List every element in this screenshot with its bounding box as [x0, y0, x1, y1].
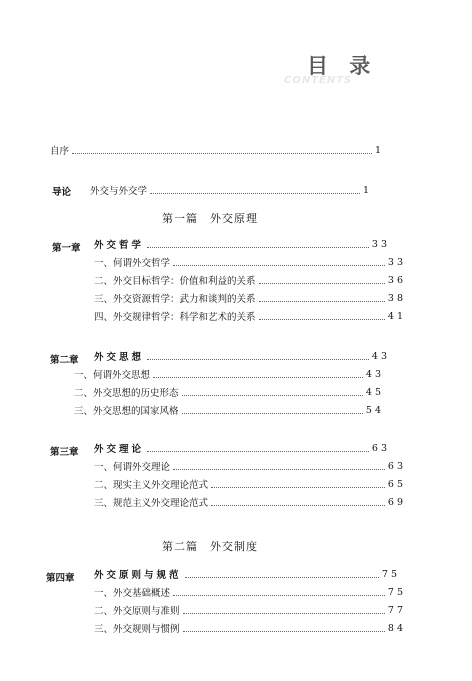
toc-page-number: 69: [387, 496, 406, 508]
toc-page-number: 65: [387, 478, 406, 490]
dot-leader: [183, 607, 385, 614]
toc-page-number: 36: [387, 274, 406, 286]
toc-page-number: 43: [365, 368, 384, 380]
dot-leader: [211, 481, 385, 488]
dot-leader: [259, 277, 385, 284]
toc-chapter-entry[interactable]: [94, 568, 400, 580]
toc-page-number: 75: [381, 568, 400, 580]
toc-entry-label: 二、外交思想的历史形态: [74, 388, 179, 399]
toc-chapter-entry[interactable]: [94, 350, 390, 362]
toc-page-number: 63: [387, 460, 406, 472]
toc-entry[interactable]: [94, 622, 406, 634]
toc-page-number: 43: [371, 350, 390, 362]
chapter-number: 第四章: [46, 573, 75, 584]
toc-entry[interactable]: [74, 368, 384, 380]
toc-entry-label: 三、外交规则与惯例: [94, 624, 180, 635]
part-heading: 第一篇 外交原理: [162, 212, 258, 225]
toc-entry-label: 二、外交目标哲学：价值和利益的关系: [94, 276, 256, 287]
dot-leader: [173, 259, 385, 266]
chapter-number: 第一章: [52, 243, 81, 254]
dot-leader: [211, 499, 385, 506]
toc-entry[interactable]: [74, 404, 384, 416]
toc-page-number: 41: [387, 310, 406, 322]
toc-entry-label: 三、外交资源哲学：武力和谈判的关系: [94, 294, 256, 305]
toc-chapter-title: 外交哲学: [94, 240, 145, 251]
page-title: 目 录: [307, 54, 378, 78]
toc-entry-preface[interactable]: [50, 144, 384, 156]
toc-page-number: 54: [365, 404, 384, 416]
toc-page-number: 33: [387, 256, 406, 268]
toc-entry-label: 二、现实主义外交理论范式: [94, 480, 209, 491]
toc-entry[interactable]: [94, 292, 406, 304]
chapter-number: 第三章: [50, 447, 79, 458]
dot-leader: [259, 295, 385, 302]
toc-page-number: 84: [387, 622, 406, 634]
toc-entry-label: 一、何谓外交思想: [74, 370, 151, 381]
toc-entry[interactable]: [94, 496, 406, 508]
dot-leader: [173, 589, 385, 596]
toc-entry-label: 三、外交思想的国家风格: [74, 406, 179, 417]
dot-leader: [182, 407, 363, 414]
dot-leader: [72, 147, 372, 154]
toc-page-number: 77: [387, 604, 406, 616]
dot-leader: [183, 625, 385, 632]
toc-chapter-entry[interactable]: [94, 238, 390, 250]
toc-entry-label: 一、何谓外交哲学: [94, 258, 171, 269]
toc-entry[interactable]: [94, 586, 406, 598]
dot-leader: [185, 571, 379, 578]
toc-entry-label: 一、外交基础概述: [94, 588, 171, 599]
toc-entry-label: 二、外交原则与准则: [94, 606, 180, 617]
toc-entry[interactable]: [94, 274, 406, 286]
dot-leader: [147, 353, 369, 360]
part-heading: 第二篇 外交制度: [162, 540, 258, 553]
toc-entry[interactable]: [94, 478, 406, 490]
dot-leader: [147, 241, 369, 248]
dot-leader: [182, 389, 363, 396]
dot-leader: [173, 463, 385, 470]
toc-page-number: 1: [362, 184, 372, 196]
toc-entry-label: 自序: [50, 146, 70, 157]
toc-entry[interactable]: [94, 604, 406, 616]
toc-page-number: 45: [365, 386, 384, 398]
toc-page-number: 75: [387, 586, 406, 598]
toc-page-number: 1: [374, 144, 384, 156]
toc-page-number: 33: [371, 238, 390, 250]
dot-leader: [147, 445, 369, 452]
toc-entry-label: 外交与外交学: [90, 186, 148, 197]
toc-chapter-title: 外交原则与规范: [94, 570, 182, 581]
toc-entry[interactable]: [74, 386, 384, 398]
dot-leader: [153, 371, 363, 378]
toc-chapter-title: 外交思想: [94, 352, 145, 363]
toc-entry[interactable]: [94, 310, 406, 322]
dot-leader: [150, 187, 360, 194]
page-subtitle: CONTENTS: [284, 75, 353, 86]
toc-page-number: 63: [371, 442, 390, 454]
toc-page-number: 38: [387, 292, 406, 304]
chapter-number: 第二章: [50, 355, 79, 366]
dot-leader: [259, 313, 385, 320]
toc-chapter-title: 外交理论: [94, 444, 145, 455]
toc-entry-label: 三、规范主义外交理论范式: [94, 498, 209, 509]
toc-chapter-entry[interactable]: [94, 442, 390, 454]
toc-entry[interactable]: [94, 256, 406, 268]
introduction-label: 导论: [52, 187, 72, 198]
toc-entry-introduction[interactable]: [90, 184, 372, 196]
toc-entry-label: 一、何谓外交理论: [94, 462, 171, 473]
toc-entry[interactable]: [94, 460, 406, 472]
toc-entry-label: 四、外交规律哲学：科学和艺术的关系: [94, 312, 256, 323]
